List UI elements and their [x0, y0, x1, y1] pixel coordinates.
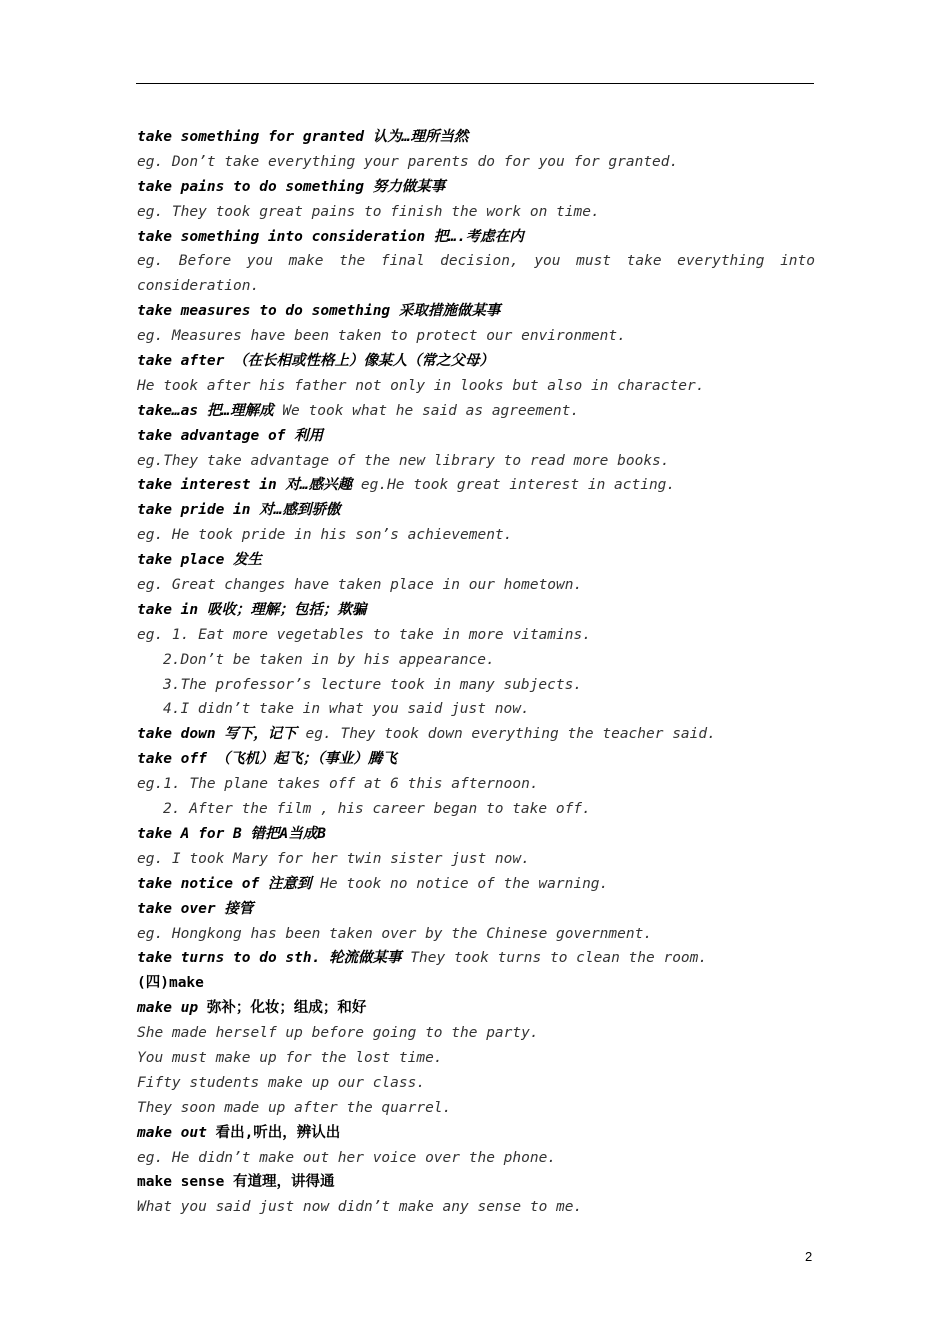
text-line [137, 797, 815, 822]
document-body [137, 125, 815, 1220]
example-sentence: We took what he said as agreement. [282, 402, 580, 419]
phrase-term: take pride in 对…感到骄傲 [137, 502, 341, 519]
phrase-term: take A for B 错把A当成B [137, 825, 326, 842]
example-sentence: 2. After the film , his career began to take off. [163, 801, 591, 818]
text-line [137, 847, 815, 872]
text-line [137, 1146, 815, 1171]
phrase-meaning: 弥补；化妆；组成；和好 [198, 1000, 367, 1017]
text-line [137, 573, 815, 598]
phrase-term: take place 发生 [137, 552, 263, 569]
phrase-term: take interest in 对…感兴趣 [137, 477, 353, 494]
text-line [137, 175, 815, 200]
text-line [137, 1046, 815, 1071]
text-line [137, 872, 815, 897]
example-sentence: What you said just now didn’t make any sense to me. [137, 1199, 583, 1216]
text-line [137, 1096, 815, 1121]
example-sentence: eg. Hongkong has been taken over by the Chinese government. [137, 925, 653, 942]
text-line [137, 249, 815, 274]
phrase-term: make out [137, 1124, 207, 1141]
example-sentence: eg. Great changes have taken place in our hometown. [137, 577, 583, 594]
example-sentence: 4.I didn’t take in what you said just now. [163, 701, 530, 718]
text-line [137, 1021, 815, 1046]
example-sentence: eg. Measures have been taken to protect our environment. [137, 328, 626, 345]
phrase-term: take in 吸收；理解；包括；欺骗 [137, 601, 367, 618]
phrase-meaning: 看出,听出，辨认出 [206, 1124, 341, 1141]
text-line [137, 1195, 815, 1220]
text-line [137, 971, 815, 996]
example-sentence: She made herself up before going to the party. [137, 1025, 539, 1042]
example-sentence: eg. They took great pains to finish the work on time. [137, 203, 600, 220]
text-line [137, 349, 815, 374]
example-sentence: consideration. [137, 278, 260, 295]
example-sentence: eg. They took down everything the teacher said. [305, 726, 716, 743]
text-line [137, 747, 815, 772]
phrase-term: take notice of 注意到 [137, 875, 312, 892]
example-sentence: eg. He took pride in his son’s achievement. [137, 527, 513, 544]
phrase-term: take pains to do something 努力做某事 [137, 178, 446, 195]
text-line [137, 473, 815, 498]
phrase-term: take down 写下，记下 [137, 726, 297, 743]
page-number: 2 [805, 1249, 813, 1264]
text-line [137, 648, 815, 673]
example-sentence: eg. 1. Eat more vegetables to take in more vitamins. [137, 626, 591, 643]
example-sentence: eg.They take advantage of the new library to read more books. [137, 452, 670, 469]
phrase-term: take advantage of 利用 [137, 427, 324, 444]
example-sentence: eg.1. The plane takes off at 6 this afternoon. [137, 776, 539, 793]
text-line [137, 200, 815, 225]
text-line [137, 523, 815, 548]
example-sentence: They took turns to clean the room. [410, 950, 708, 967]
text-line [137, 125, 815, 150]
text-line [137, 598, 815, 623]
phrase-term: take…as 把…理解成 [137, 402, 274, 419]
text-line [137, 722, 815, 747]
text-line [137, 150, 815, 175]
text-line [137, 946, 815, 971]
example-sentence: He took no notice of the warning. [320, 875, 609, 892]
phrase-term: take over 接管 [137, 900, 254, 917]
text-line [137, 225, 815, 250]
text-line [137, 449, 815, 474]
text-line [137, 996, 815, 1021]
example-sentence: Fifty students make up our class. [137, 1074, 426, 1091]
phrase-term: make up [137, 1000, 199, 1017]
header-rule [136, 83, 814, 84]
phrase-term: take off （飞机）起飞；（事业）腾飞 [137, 751, 397, 768]
text-line [137, 922, 815, 947]
text-line [137, 299, 815, 324]
example-sentence: 3.The professor’s lecture took in many subjects. [163, 676, 583, 693]
example-sentence: eg.He took great interest in acting. [360, 477, 676, 494]
text-line [137, 822, 815, 847]
text-line [137, 673, 815, 698]
text-line [137, 399, 815, 424]
text-line [137, 623, 815, 648]
text-line [137, 548, 815, 573]
example-sentence: You must make up for the lost time. [137, 1049, 443, 1066]
text-line [137, 374, 815, 399]
example-sentence: eg. Before you make the final decision, you must take everything into [137, 253, 815, 270]
example-sentence: He took after his father not only in looks but also in character. [137, 377, 705, 394]
text-line [137, 274, 815, 299]
heading-text: make sense 有道理，讲得通 [137, 1174, 335, 1191]
text-line [137, 324, 815, 349]
text-line [137, 897, 815, 922]
example-sentence: eg. I took Mary for her twin sister just now. [137, 850, 530, 867]
text-line [137, 1121, 815, 1146]
text-line [137, 772, 815, 797]
phrase-term: take turns to do sth. 轮流做某事 [137, 950, 402, 967]
phrase-term: take after （在长相或性格上）像某人（常之父母） [137, 353, 495, 370]
phrase-term: take something into consideration 把….考虑在内 [137, 228, 524, 245]
example-sentence: 2.Don’t be taken in by his appearance. [163, 651, 495, 668]
example-sentence: They soon made up after the quarrel. [137, 1099, 452, 1116]
text-line [137, 1071, 815, 1096]
example-sentence: eg. Don’t take everything your parents do for you for granted. [137, 153, 679, 170]
phrase-term: take something for granted 认为…理所当然 [137, 129, 469, 145]
text-line [137, 1170, 815, 1195]
heading-text: (四)make [137, 975, 204, 992]
text-line [137, 697, 815, 722]
text-line [137, 424, 815, 449]
example-sentence: eg. He didn’t make out her voice over the phone. [137, 1149, 557, 1166]
text-line [137, 498, 815, 523]
phrase-term: take measures to do something 采取措施做某事 [137, 303, 501, 320]
